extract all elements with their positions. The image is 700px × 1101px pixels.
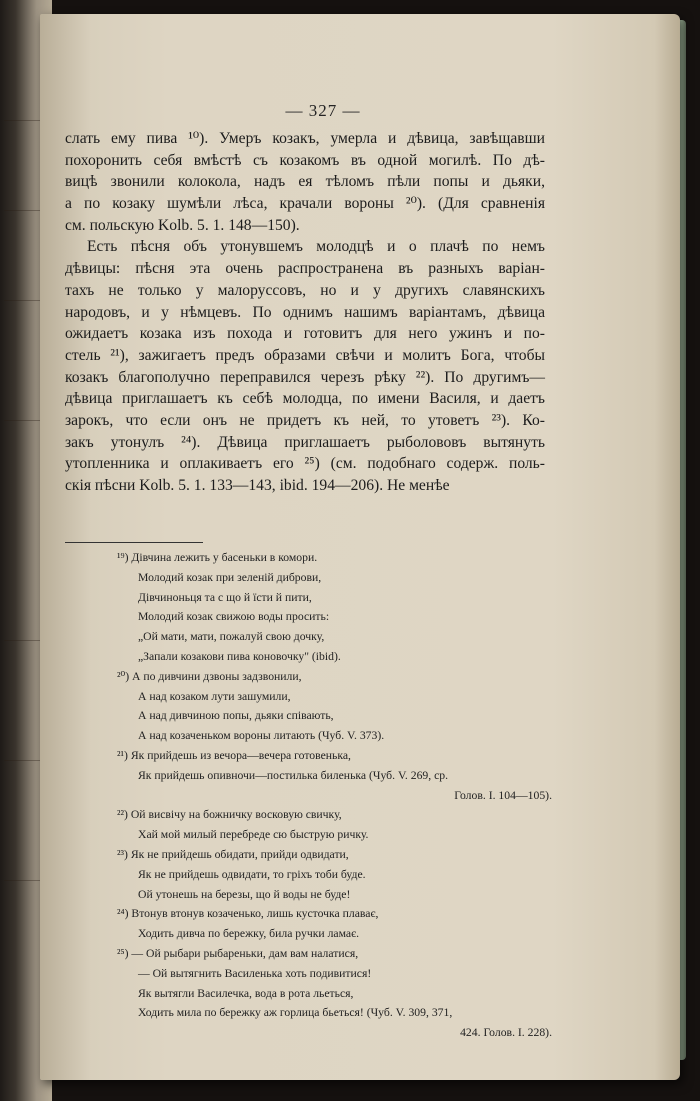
text-line: см. польскую Kolb. 5. 1. 148—150). — [65, 216, 300, 234]
footnote-line: — Ой вытягнить Василенька хоть подивитися! — [138, 966, 372, 980]
text-line: тахъ не только у малоруссовъ, но и у другихъ славянскихъ — [65, 281, 545, 299]
text-line: слать ему пива ¹⁰). Умеръ козакъ, умерла и дѣвица, завѣщавши — [65, 130, 545, 147]
text-line: Есть пѣсня объ утонувшемъ молодцѣ и о плачѣ по немъ — [87, 238, 545, 256]
footnote-line: Ходить мила по бережку аж горлица бьеться! (Чуб. V. 309, 371, — [138, 1006, 453, 1020]
footnote-line: ²¹) Як прийдешь из вечора—вечера готовенька, — [117, 748, 351, 762]
footnote-line: А над дивчиною попы, дьяки співають, — [138, 709, 334, 723]
footnote-line: ²³) Як не прийдешь обидати, прийди одвидати, — [117, 847, 349, 861]
text-line: ожидаетъ козака изъ похода и готовитъ для него ужинъ и по- — [65, 325, 545, 343]
text-line: народовъ, и у нѣмцевъ. По однимъ нашимъ варіантамъ, дѣвица — [65, 303, 545, 321]
text-line: дѣвицы: пѣсня эта очень распространена въ разныхъ варіан- — [65, 260, 545, 278]
text-line: утопленника и оплакиваетъ его ²⁵) (см. подобнаго содерж. поль- — [65, 455, 545, 473]
text-line: закъ утонулъ ²⁴). Дѣвица приглашаетъ рыболововъ вытянуть — [65, 433, 545, 451]
footnote-divider — [65, 542, 203, 543]
footnote-line: А над козаком лути зашумили, — [138, 689, 291, 703]
main-text — [65, 128, 545, 497]
text-line: дѣвица приглашаетъ къ себѣ молодца, по имени Василя, и даетъ — [65, 390, 545, 408]
footnotes — [117, 548, 552, 1043]
footnote-line: Молодий козак свижою воды просить: — [138, 610, 330, 624]
footnote-line: Ходить дивча по бережку, била ручки ламає. — [138, 927, 360, 941]
footnote-line: ²⁰) А по дивчини дзвоны задзвонили, — [117, 669, 302, 683]
text-line: козакъ благополучно переправился черезъ рѣку ²²). По другимъ— — [65, 368, 545, 386]
footnote-line: „Ой мати, мати, пожалуй свою дочку, — [138, 630, 325, 644]
footnote-line: Хай мой милый перебреде сю быструю ричку. — [138, 828, 369, 842]
footnote-line: „Запали козакови пива коновочку" (ibid). — [138, 649, 341, 663]
text-line: похоронить себя вмѣстѣ съ козакомъ въ одной могилѣ. По дѣ- — [65, 151, 545, 169]
footnote-line: ¹⁹) Дівчина лежить у басеньки в комори. — [117, 551, 318, 564]
footnote-line: А над козаченьком вороны литають (Чуб. V. 373). — [138, 729, 385, 743]
footnote-line: Молодий козак при зеленій диброви, — [138, 570, 322, 584]
footnote-line: 424. Голов. I. 228). — [460, 1026, 552, 1040]
page-number: — 327 — — [285, 101, 361, 120]
footnote-line: ²⁴) Втонув втонув козаченько, лишь кусточка плаває, — [117, 907, 379, 921]
footnote-line: Як вытягли Василечка, вода в рота льеться, — [138, 986, 354, 1000]
footnote-line: ²²) Ой висвічу на божничку восковую свичку, — [117, 808, 342, 822]
text-line: зарокъ, что если онъ не придетъ къ ней, то утоветъ ²³). Ко- — [65, 411, 545, 429]
footnote-line: Ой утонешь на березы, що й воды не буде! — [138, 887, 351, 901]
footnote-line: ²⁵) — Ой рыбари рыбареньки, дам вам налатися, — [117, 946, 359, 960]
text-line: вицѣ звонили колокола, надъ ея тѣломъ пѣли попы и дьяки, — [65, 173, 545, 191]
text-line: а по козаку шумѣли лѣса, крачали вороны ²⁰). (Для сравненія — [65, 195, 545, 213]
text-line: стель ²¹), зажигаетъ предъ образами свѣчи и молитъ Бога, чтобы — [65, 346, 545, 364]
text-line: скія пѣсни Kolb. 5. 1. 133—143, ibid. 194—206). Не менѣе — [65, 477, 450, 494]
footnote-line: Як не прийдешь одвидати, то гріхъ тоби буде. — [138, 867, 366, 881]
footnote-line: Дівчиноньця та с що й їсти й пити, — [138, 590, 312, 604]
footnote-line: Голов. I. 104—105). — [454, 788, 552, 802]
footnote-line: Як прийдешь опивночи—постилька биленька (Чуб. V. 269, ср. — [138, 768, 449, 782]
